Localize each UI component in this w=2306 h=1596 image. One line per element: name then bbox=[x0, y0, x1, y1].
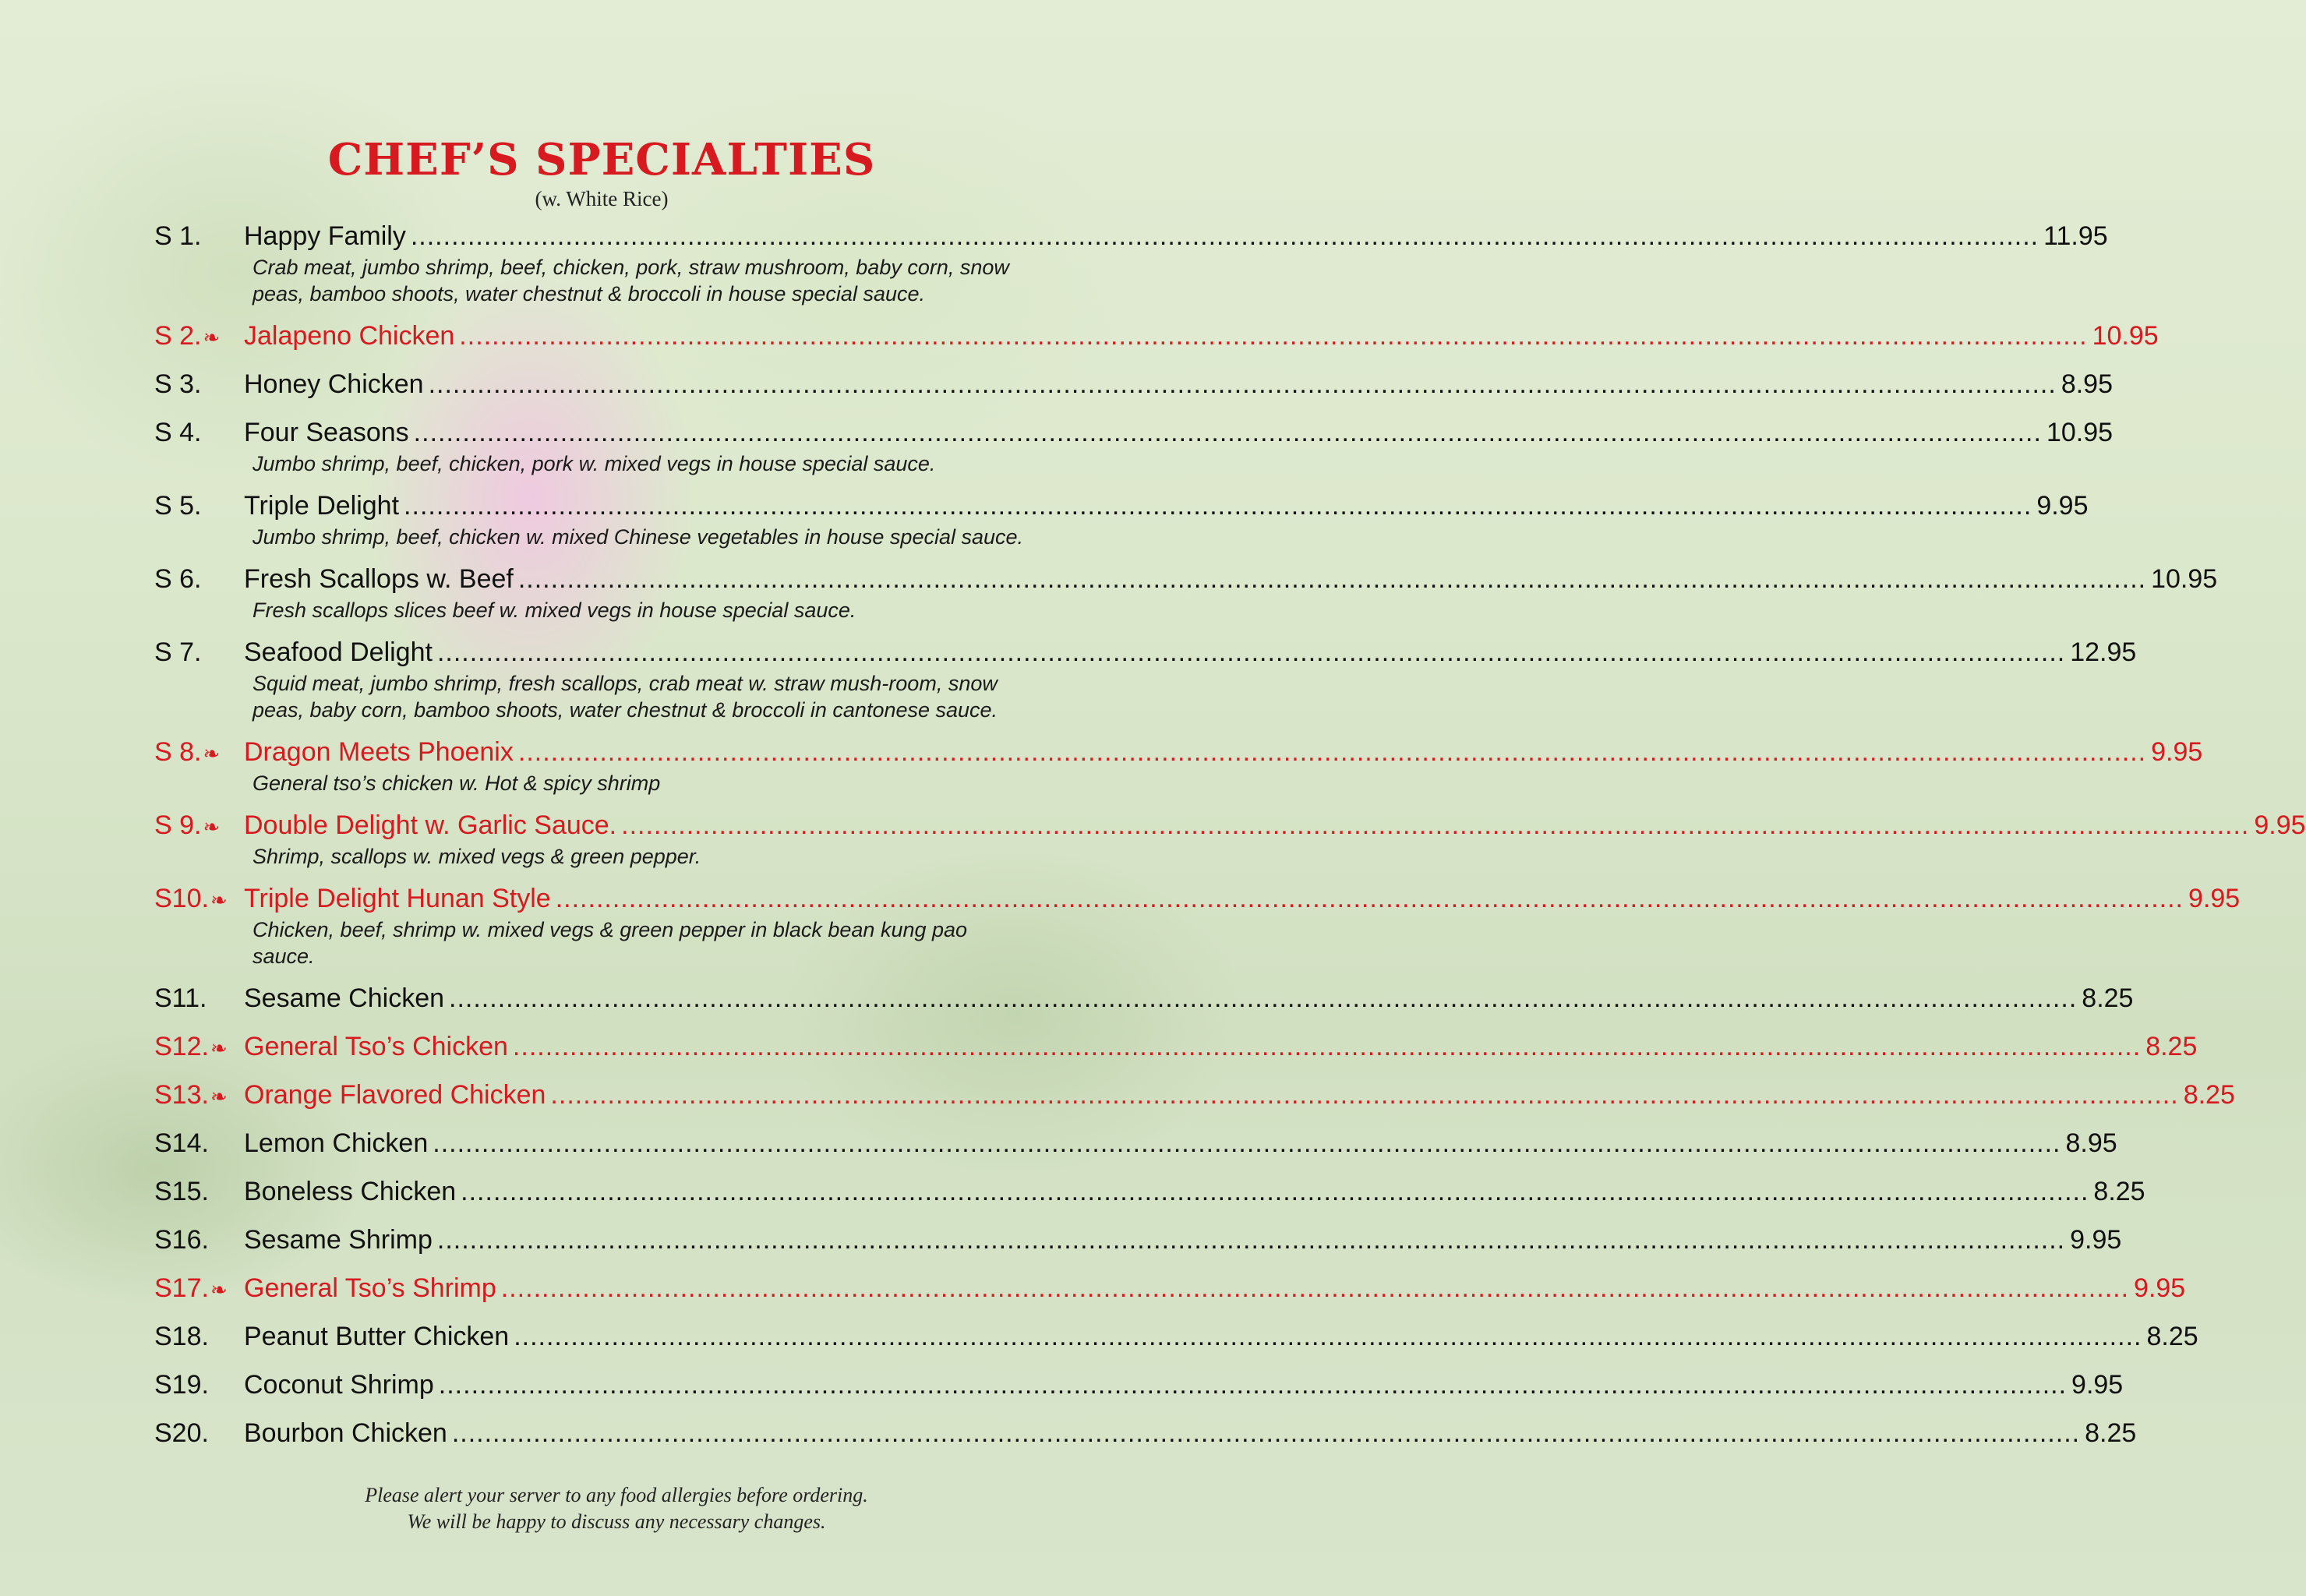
menu-item-price: 12.95 bbox=[2070, 637, 2137, 667]
menu-item-code bbox=[154, 1370, 244, 1400]
menu-item-code bbox=[154, 1032, 244, 1062]
menu-item bbox=[154, 491, 2089, 550]
menu-item-row bbox=[154, 321, 2159, 355]
dot-leader: ........................................................................................................................................................................................................ bbox=[555, 884, 2184, 913]
menu-item-description: Chicken, beef, shrimp w. mixed vegs & green pepper in black bean kung pao sauce. bbox=[252, 918, 968, 968]
menu-item-code bbox=[154, 737, 244, 768]
menu-item-row bbox=[154, 1032, 2198, 1066]
menu-item bbox=[154, 418, 2114, 477]
menu-item-name: Four Seasons bbox=[244, 418, 409, 447]
menu-item bbox=[154, 321, 2159, 355]
menu-item-price: 8.95 bbox=[2065, 1128, 2117, 1158]
menu-item-name: Boneless Chicken bbox=[244, 1177, 457, 1206]
allergy-notice-line-1: Please alert your server to any food allergies before ordering. bbox=[365, 1484, 868, 1506]
menu-item bbox=[154, 1322, 2198, 1356]
menu-item-code bbox=[154, 369, 244, 400]
menu-item-code-text: S 3. bbox=[154, 369, 202, 399]
dot-leader: ........................................................................................................................................................................................................ bbox=[459, 321, 2088, 351]
menu-item-name: Orange Flavored Chicken bbox=[244, 1080, 546, 1110]
menu-item-price: 9.95 bbox=[2254, 810, 2306, 840]
menu-item-row bbox=[154, 369, 2114, 404]
menu-item-name: Lemon Chicken bbox=[244, 1128, 429, 1158]
menu-item-row bbox=[154, 637, 2137, 672]
menu-item-name: Double Delight w. Garlic Sauce. bbox=[244, 810, 617, 840]
dot-leader: ........................................................................................................................................................................................................ bbox=[449, 983, 2078, 1013]
menu-item-code bbox=[154, 983, 244, 1014]
menu-item-code-text: S15. bbox=[154, 1177, 209, 1206]
hot-pepper-icon: ❧ bbox=[210, 1085, 228, 1108]
dot-leader: ........................................................................................................................................................................................................ bbox=[413, 418, 2042, 447]
menu-item-row bbox=[154, 1273, 2186, 1308]
menu-item-code-text: S13. bbox=[154, 1080, 209, 1110]
menu-item-code-text: S 1. bbox=[154, 221, 202, 251]
menu-item-code-text: S19. bbox=[154, 1370, 209, 1400]
menu-item-price: 8.25 bbox=[2085, 1418, 2137, 1448]
dot-leader: ........................................................................................................................................................................................................ bbox=[550, 1080, 2179, 1110]
hot-pepper-icon: ❧ bbox=[203, 815, 221, 839]
menu-item-price: 9.95 bbox=[2134, 1273, 2186, 1303]
menu-item-code bbox=[154, 1418, 244, 1449]
menu-item-code bbox=[154, 637, 244, 668]
menu-item-row bbox=[154, 1418, 2137, 1453]
menu-item-row bbox=[154, 1370, 2124, 1404]
menu-item-code bbox=[154, 418, 244, 448]
menu-item bbox=[154, 1128, 2117, 1163]
menu-item-name: General Tso’s Chicken bbox=[244, 1032, 508, 1061]
menu-item-price: 8.25 bbox=[2082, 983, 2134, 1013]
menu-item-code-text: S16. bbox=[154, 1225, 209, 1255]
menu-item-code bbox=[154, 1177, 244, 1207]
dot-leader: ........................................................................................................................................................................................................ bbox=[451, 1418, 2081, 1448]
menu-item-code-text: S11. bbox=[154, 983, 207, 1013]
menu-item-name: Seafood Delight bbox=[244, 637, 433, 667]
hot-pepper-icon: ❧ bbox=[210, 1036, 228, 1060]
menu-item-name: Triple Delight bbox=[244, 491, 400, 521]
menu-item-row bbox=[154, 1322, 2198, 1356]
menu-item-name: Triple Delight Hunan Style bbox=[244, 884, 551, 913]
page-subtitle: (w. White Rice) bbox=[535, 187, 669, 210]
allergy-notice-line-2: We will be happy to discuss any necessary changes. bbox=[407, 1510, 826, 1533]
menu-item-code bbox=[154, 810, 244, 841]
menu-item-code bbox=[154, 221, 244, 252]
menu-item bbox=[154, 1177, 2145, 1211]
dot-leader: ........................................................................................................................................................................................................ bbox=[433, 1128, 2061, 1158]
menu-item-description: Jumbo shrimp, beef, chicken, pork w. mixed vegs in house special sauce. bbox=[252, 452, 936, 475]
menu-item-name: Coconut Shrimp bbox=[244, 1370, 434, 1400]
dot-leader: ........................................................................................................................................................................................................ bbox=[500, 1273, 2130, 1303]
menu-item-code-text: S 6. bbox=[154, 564, 202, 594]
menu-item-row bbox=[154, 1080, 2235, 1114]
dot-leader: ........................................................................................................................................................................................................ bbox=[621, 810, 2250, 840]
menu-item-name: Sesame Shrimp bbox=[244, 1225, 433, 1255]
menu-item-code-text: S 4. bbox=[154, 418, 202, 447]
menu-item bbox=[154, 564, 2218, 623]
menu-item-code-text: S 9. bbox=[154, 810, 202, 840]
hot-pepper-icon: ❧ bbox=[203, 326, 221, 349]
menu-item-price: 9.95 bbox=[2188, 884, 2241, 913]
menu-item-name: Honey Chicken bbox=[244, 369, 424, 399]
menu-item-code bbox=[154, 1080, 244, 1110]
dot-leader: ........................................................................................................................................................................................................ bbox=[461, 1177, 2089, 1206]
menu-item-price: 9.95 bbox=[2151, 737, 2203, 767]
dot-leader: ........................................................................................................................................................................................................ bbox=[514, 1322, 2142, 1351]
menu-item bbox=[154, 737, 2203, 796]
menu-item-price: 10.95 bbox=[2046, 418, 2114, 447]
menu-item-code bbox=[154, 1128, 244, 1159]
menu-item-price: 8.25 bbox=[2183, 1080, 2235, 1110]
menu-item bbox=[154, 1273, 2186, 1308]
menu-item-description: Jumbo shrimp, beef, chicken w. mixed Chinese vegetables in house special sauce. bbox=[252, 525, 1024, 549]
menu-item bbox=[154, 221, 2108, 307]
menu-item-code bbox=[154, 1322, 244, 1352]
menu-item-code-text: S12. bbox=[154, 1032, 209, 1061]
menu-item-row bbox=[154, 810, 2306, 845]
menu-item-row bbox=[154, 1128, 2117, 1163]
menu-item-code-text: S 5. bbox=[154, 491, 202, 521]
menu-item-code-text: S 2. bbox=[154, 321, 202, 351]
menu-item-row bbox=[154, 1225, 2122, 1259]
menu-item bbox=[154, 810, 2306, 870]
dot-leader: ........................................................................................................................................................................................................ bbox=[438, 1370, 2068, 1400]
menu-item-price: 8.25 bbox=[2093, 1177, 2145, 1206]
menu-item-description: General tso’s chicken w. Hot & spicy shrimp bbox=[252, 772, 661, 795]
menu-item bbox=[154, 369, 2114, 404]
hot-pepper-icon: ❧ bbox=[210, 888, 228, 912]
menu-item-name: Fresh Scallops w. Beef bbox=[244, 564, 514, 594]
menu-item-code bbox=[154, 1225, 244, 1255]
hot-pepper-icon: ❧ bbox=[210, 1278, 228, 1301]
dot-leader: ........................................................................................................................................................................................................ bbox=[428, 369, 2057, 399]
menu-item-description: Shrimp, scallops w. mixed vegs & green pepper. bbox=[252, 845, 701, 868]
dot-leader: ........................................................................................................................................................................................................ bbox=[517, 737, 2147, 767]
menu-item-code-text: S14. bbox=[154, 1128, 209, 1158]
menu-item-code bbox=[154, 564, 244, 595]
menu-item-row bbox=[154, 884, 2241, 918]
page-title: CHEF’S SPECIALTIES bbox=[327, 134, 876, 185]
menu-item-code-text: S20. bbox=[154, 1418, 209, 1448]
menu-item-name: Happy Family bbox=[244, 221, 406, 251]
menu-item-price: 8.95 bbox=[2061, 369, 2114, 399]
menu-item bbox=[154, 1080, 2235, 1114]
menu-item-price: 9.95 bbox=[2036, 491, 2089, 521]
menu-item-price: 9.95 bbox=[2071, 1370, 2124, 1400]
menu-item-price: 11.95 bbox=[2043, 221, 2108, 251]
dot-leader: ........................................................................................................................................................................................................ bbox=[404, 491, 2032, 521]
menu-item bbox=[154, 1225, 2122, 1259]
menu-item-name: Jalapeno Chicken bbox=[244, 321, 455, 351]
menu-item-description: Fresh scallops slices beef w. mixed vegs in house special sauce. bbox=[252, 598, 856, 622]
menu-item bbox=[154, 637, 2137, 723]
menu-item-name: Peanut Butter Chicken bbox=[244, 1322, 510, 1351]
menu-item-code-text: S 8. bbox=[154, 737, 202, 767]
menu-item bbox=[154, 1032, 2198, 1066]
menu-item bbox=[154, 983, 2134, 1018]
menu-item-row bbox=[154, 1177, 2145, 1211]
dot-leader: ........................................................................................................................................................................................................ bbox=[436, 637, 2066, 667]
menu-item-name: General Tso’s Shrimp bbox=[244, 1273, 496, 1303]
menu-item bbox=[154, 884, 2241, 969]
menu-item-description: Crab meat, jumbo shrimp, beef, chicken, pork, straw mushroom, baby corn, snow peas, bamboo shoots, water chestnut & broccoli in house special sauce. bbox=[252, 256, 1009, 305]
menu-item-code bbox=[154, 1273, 244, 1304]
menu-item-code-text: S 7. bbox=[154, 637, 202, 667]
menu-item-name: Bourbon Chicken bbox=[244, 1418, 447, 1448]
menu-item-row bbox=[154, 491, 2089, 525]
menu-item-row bbox=[154, 737, 2203, 772]
menu-item-price: 8.25 bbox=[2145, 1032, 2198, 1061]
menu-item bbox=[154, 1370, 2124, 1404]
menu-item-description: Squid meat, jumbo shrimp, fresh scallops, crab meat w. straw mush-room, snow peas, baby corn, bamboo shoots, water chestnut & broccoli in cantonese sauce. bbox=[252, 672, 998, 722]
menu-item-code-text: S17. bbox=[154, 1273, 209, 1303]
menu-item-row bbox=[154, 418, 2114, 452]
menu-item-code-text: S10. bbox=[154, 884, 209, 913]
menu-item-code bbox=[154, 884, 244, 914]
menu-item-code bbox=[154, 321, 244, 351]
menu-item-row bbox=[154, 221, 2108, 256]
dot-leader: ........................................................................................................................................................................................................ bbox=[512, 1032, 2142, 1061]
dot-leader: ........................................................................................................................................................................................................ bbox=[410, 221, 2039, 251]
allergy-notice bbox=[0, 1482, 1233, 1535]
menu-item bbox=[154, 1418, 2137, 1453]
menu-item-row bbox=[154, 564, 2218, 598]
menu-item-price: 10.95 bbox=[2092, 321, 2159, 351]
menu-list bbox=[154, 221, 2306, 1467]
menu-item-price: 9.95 bbox=[2070, 1225, 2122, 1255]
dot-leader: ........................................................................................................................................................................................................ bbox=[517, 564, 2147, 594]
menu-item-row bbox=[154, 983, 2134, 1018]
menu-item-name: Dragon Meets Phoenix bbox=[244, 737, 514, 767]
menu-item-price: 10.95 bbox=[2151, 564, 2218, 594]
menu-item-code-text: S18. bbox=[154, 1322, 209, 1351]
dot-leader: ........................................................................................................................................................................................................ bbox=[436, 1225, 2066, 1255]
menu-item-code bbox=[154, 491, 244, 521]
menu-item-name: Sesame Chicken bbox=[244, 983, 445, 1013]
hot-pepper-icon: ❧ bbox=[203, 742, 221, 765]
menu-item-price: 8.25 bbox=[2146, 1322, 2198, 1351]
